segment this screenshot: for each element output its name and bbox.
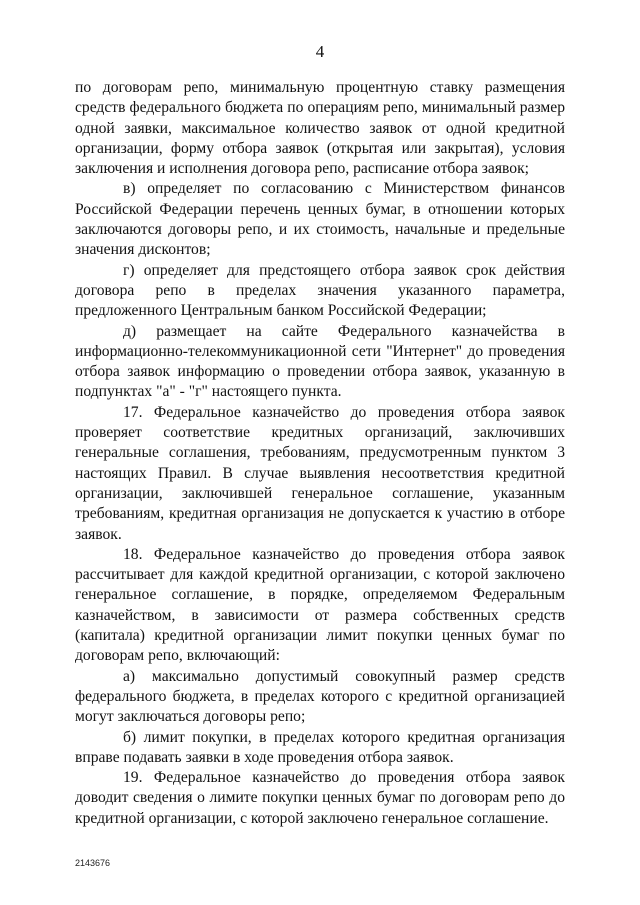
- paragraph: 18. Федеральное казначейство до проведения отбора заявок рассчитывает для каждой кредитной организации, с которой заключено генеральное соглашение, в порядке, определяемом Федеральным казначейством, в зависимости от размера собственных средств (капитала) кредитной организации лимит покупки ценных бумаг по договорам репо, включающий:: [75, 545, 565, 665]
- paragraph: по договорам репо, минимальную процентную ставку размещения средств федерального бюджета по операциям репо, минимальный размер одной заявки, максимальное количество заявок от одной кредитной организации, форму отбора заявок (открытая или закрытая), условия заключения и исполнения договора репо, расписание отбора заявок;: [75, 79, 565, 178]
- paragraph: д) размещает на сайте Федерального казначейства в информационно-телекоммуникационной сети "Интернет" до проведения отбора заявок информацию о проведении отбора заявок, указанную в подпунктах "а" - "г" настоящего пункта.: [75, 322, 565, 401]
- paragraph: а) максимально допустимый совокупный размер средств федерального бюджета, в пределах которого с кредитной организацией могут заключаться договоры репо;: [75, 667, 565, 726]
- document-body: [75, 78, 565, 829]
- paragraph: 19. Федеральное казначейство до проведения отбора заявок доводит сведения о лимите покупки ценных бумаг по договорам репо до кредитной организации, с которой заключено генеральное соглашение.: [75, 769, 565, 827]
- paragraph: 17. Федеральное казначейство до проведения отбора заявок проверяет соответствие кредитных организаций, заключивших генеральные соглашения, требованиям, предусмотренным пунктом 3 настоящих Правил. В случае выявления несоответствия кредитной организации, заключившей генеральное соглашение, указанным требованиям, кредитная организация не допускается к участию в отборе заявок.: [75, 403, 565, 543]
- paragraph: б) лимит покупки, в пределах которого кредитная организация вправе подавать заявки в ходе проведения отбора заявок.: [75, 728, 565, 766]
- page-number: 4: [315, 42, 325, 61]
- paragraph: г) определяет для предстоящего отбора заявок срок действия договора репо в пределах значения указанного параметра, предложенного Центральным банком Российской Федерации;: [75, 261, 565, 320]
- document-id: 2143676: [75, 858, 111, 868]
- paragraph: в) определяет по согласованию с Министерством финансов Российской Федерации перечень ценных бумаг, в отношении которых заключаются договоры репо, и их стоимость, начальные и предельные значения дисконтов;: [75, 180, 565, 259]
